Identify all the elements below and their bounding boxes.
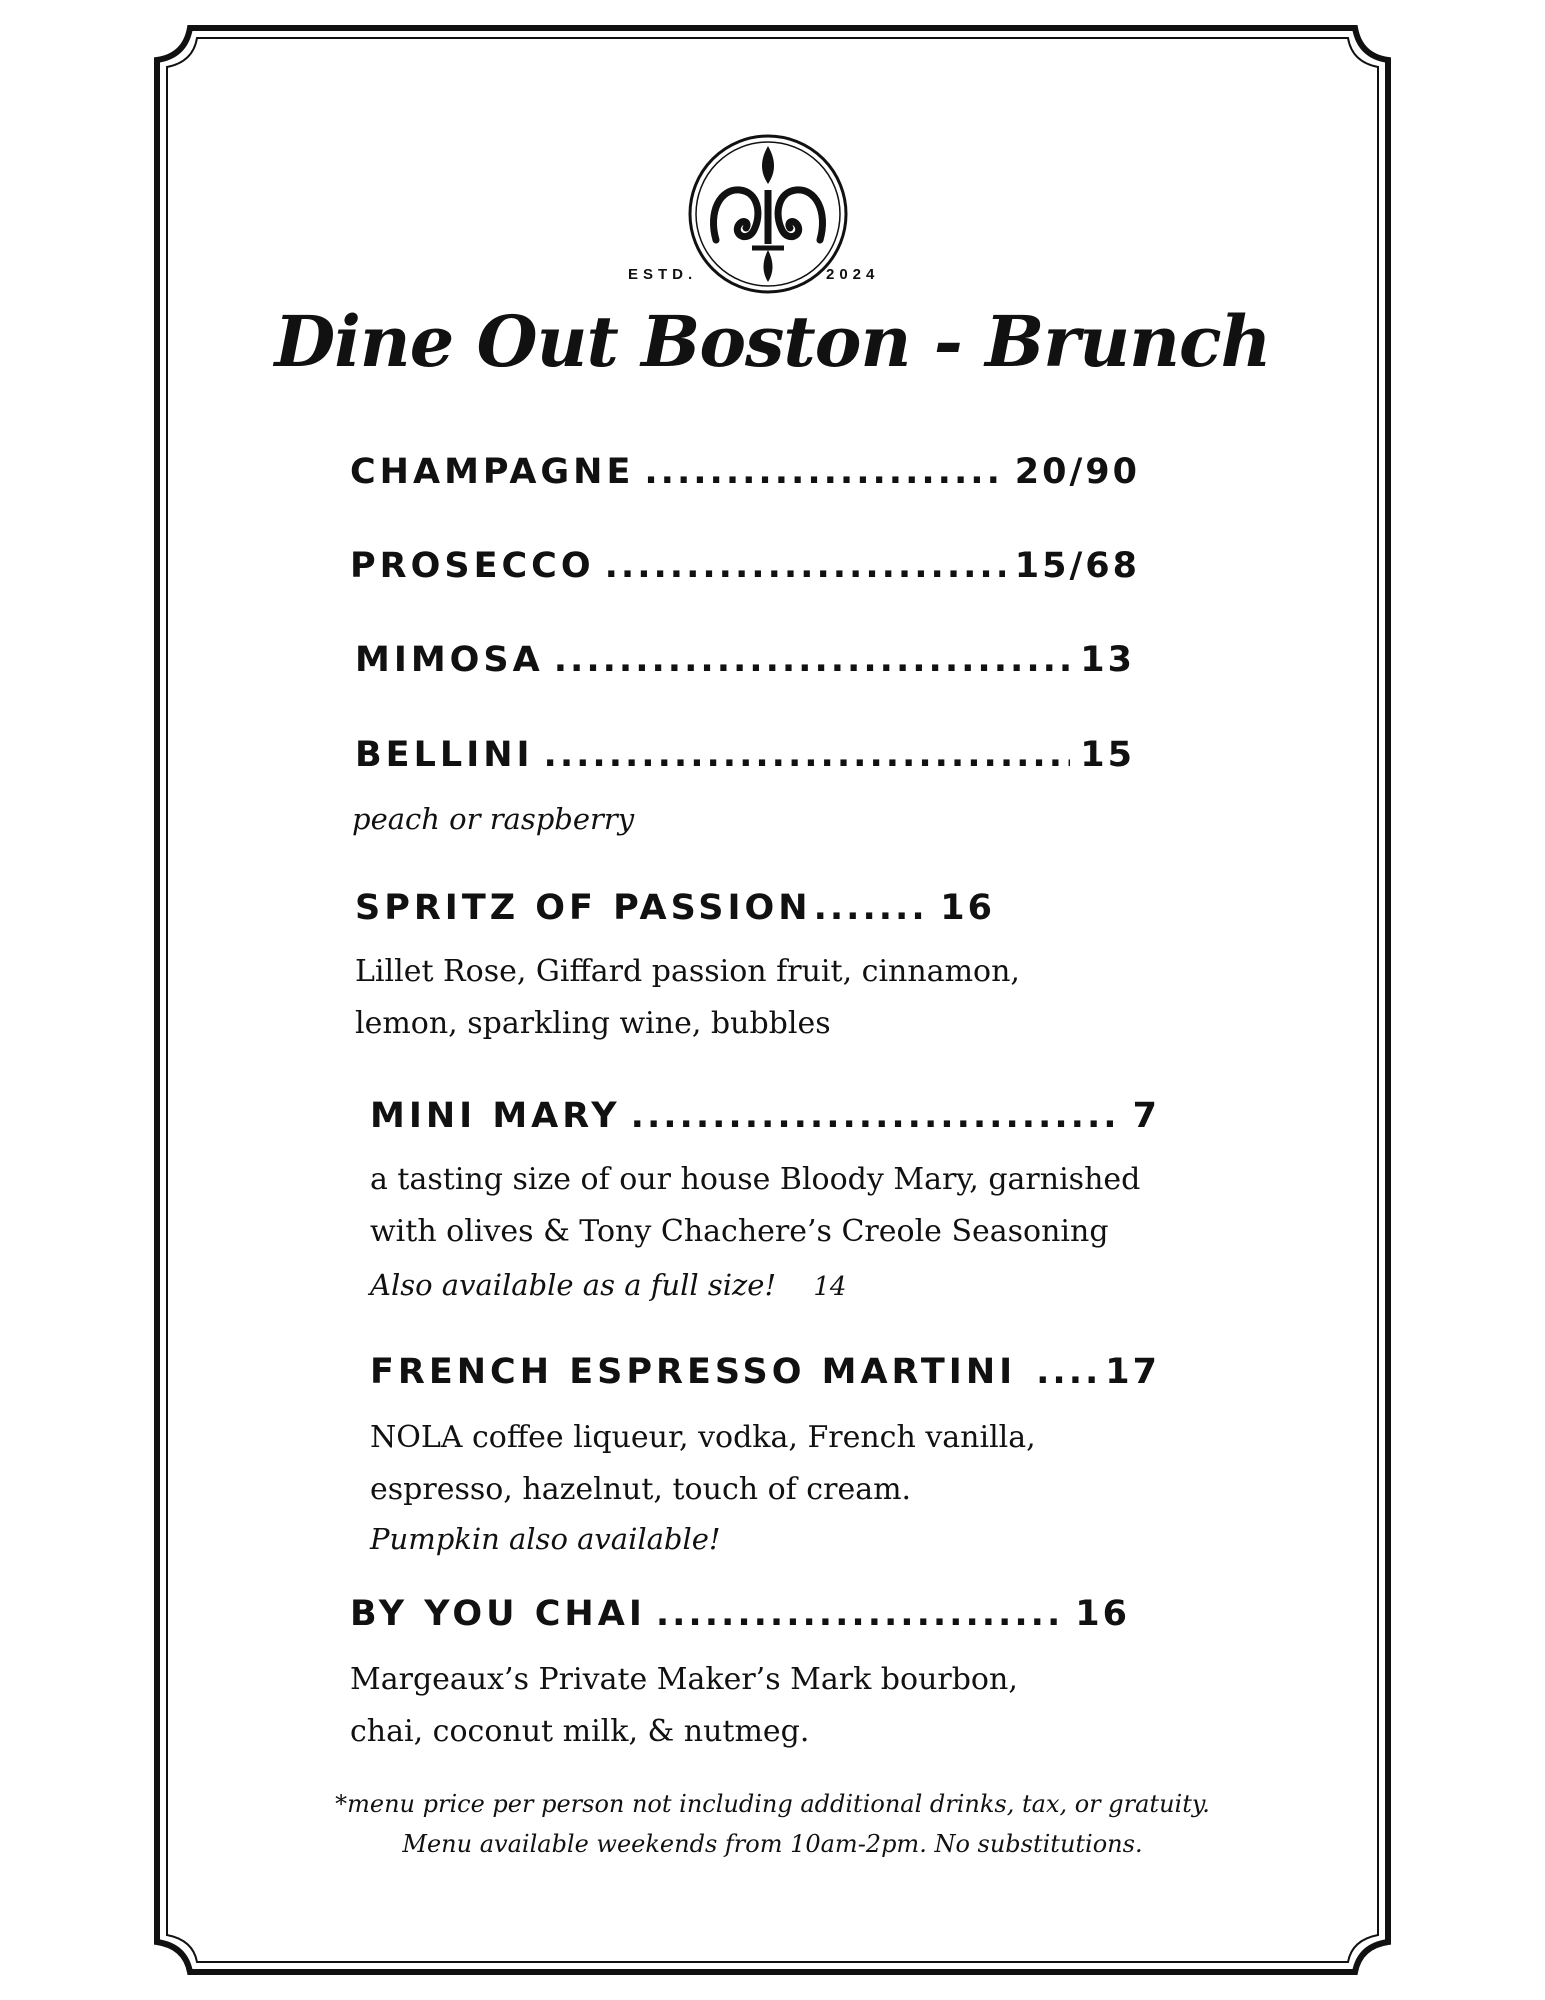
description-line: lemon, sparkling wine, bubbles bbox=[355, 1006, 831, 1041]
description-line: Lillet Rose, Giffard passion fruit, cinnamon, bbox=[355, 954, 1020, 989]
item-price: 16 bbox=[940, 888, 995, 928]
item-name: MINI MARY bbox=[370, 1096, 621, 1136]
description-line: Margeaux’s Private Maker’s Mark bourbon, bbox=[350, 1662, 1018, 1697]
item-price: 15 bbox=[1080, 735, 1135, 775]
item-name: SPRITZ OF PASSION bbox=[355, 888, 812, 928]
note-price: 14 bbox=[813, 1272, 847, 1302]
footer-availability: Menu available weekends from 10am-2pm. No substitutions. bbox=[402, 1830, 1143, 1858]
item-note: peach or raspberry bbox=[352, 802, 635, 836]
description-line: espresso, hazelnut, touch of cream. bbox=[370, 1472, 912, 1507]
item-price: 15/68 bbox=[1014, 546, 1140, 586]
item-name: MIMOSA bbox=[355, 640, 544, 680]
established-year: 2024 bbox=[826, 266, 880, 283]
dot-leader bbox=[631, 1096, 1123, 1136]
item-note: Pumpkin also available! bbox=[370, 1522, 721, 1556]
established-label: ESTD. bbox=[628, 266, 698, 283]
item-name: BY YOU CHAI bbox=[350, 1594, 646, 1634]
dot-leader bbox=[644, 452, 1004, 492]
dot-leader bbox=[656, 1594, 1065, 1634]
menu-item-by-you-chai bbox=[350, 1594, 1130, 1634]
item-name: CHAMPAGNE bbox=[350, 452, 635, 492]
item-price: 20/90 bbox=[1014, 452, 1140, 492]
item-description bbox=[370, 1154, 1140, 1258]
menu-item-champagne bbox=[350, 452, 1140, 492]
item-price: 7 bbox=[1132, 1096, 1160, 1136]
dot-leader bbox=[554, 640, 1071, 680]
menu-item-bellini bbox=[355, 735, 1135, 775]
dot-leader bbox=[605, 546, 1005, 586]
description-line: with olives & Tony Chachere’s Creole Seasoning bbox=[370, 1214, 1109, 1249]
item-price: 16 bbox=[1075, 1594, 1130, 1634]
dot-leader bbox=[1036, 1352, 1095, 1392]
dot-leader bbox=[544, 735, 1071, 775]
item-name: FRENCH ESPRESSO MARTINI bbox=[370, 1352, 1017, 1392]
description-line: NOLA coffee liqueur, vodka, French vanilla, bbox=[370, 1420, 1036, 1455]
footer-disclaimer: *menu price per person not including additional drinks, tax, or gratuity. bbox=[335, 1790, 1210, 1818]
item-price: 17 bbox=[1105, 1352, 1160, 1392]
menu-item-mini-mary bbox=[370, 1096, 1160, 1136]
note-text: Also available as a full size! bbox=[370, 1268, 777, 1302]
item-name: BELLINI bbox=[355, 735, 534, 775]
description-line: a tasting size of our house Bloody Mary, garnished bbox=[370, 1162, 1141, 1197]
item-price: 13 bbox=[1080, 640, 1135, 680]
item-description bbox=[355, 946, 1020, 1050]
item-description bbox=[370, 1412, 1036, 1516]
menu-item-mimosa bbox=[355, 640, 1135, 680]
menu-title: Dine Out Boston - Brunch bbox=[274, 300, 1271, 383]
dot-leader bbox=[814, 888, 931, 928]
menu-item-french-espresso-martini bbox=[370, 1352, 1160, 1392]
description-line: chai, coconut milk, & nutmeg. bbox=[350, 1714, 810, 1749]
item-description bbox=[350, 1654, 1018, 1758]
item-name: PROSECCO bbox=[350, 546, 595, 586]
item-note bbox=[370, 1268, 846, 1302]
menu-item-spritz-of-passion bbox=[355, 888, 995, 928]
menu-item-prosecco bbox=[350, 546, 1140, 586]
